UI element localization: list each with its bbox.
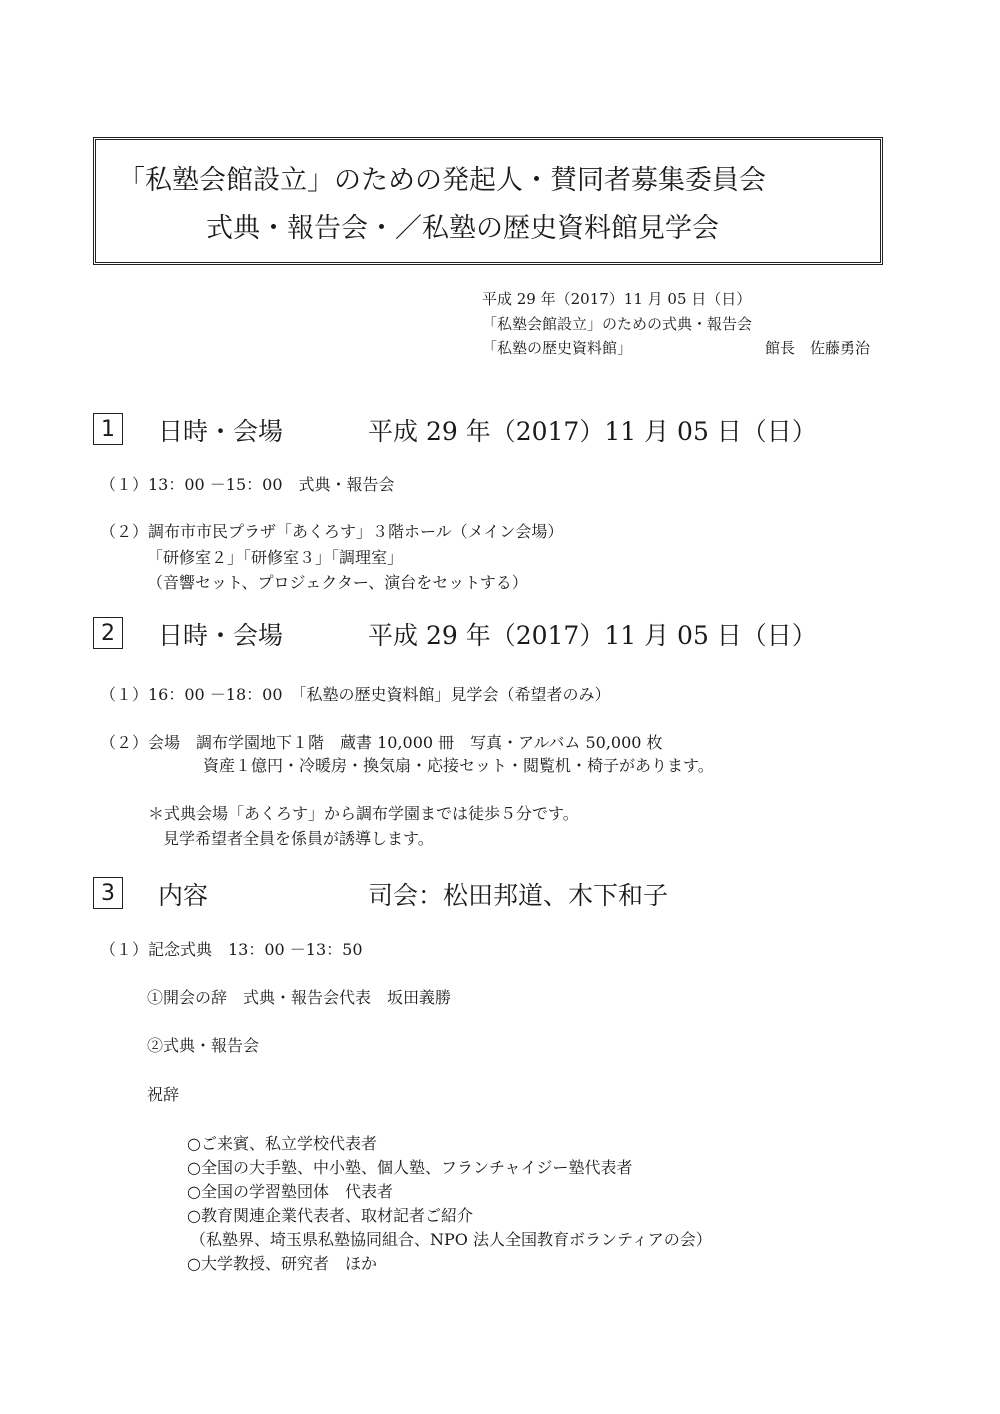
meta-director: 館長 佐藤勇治 <box>765 339 871 357</box>
section-line: ○大学教授、研究者 ほか <box>187 1254 377 1273</box>
title-line-2: 式典・報告会・／私塾の歴史資料館見学会 <box>206 213 719 244</box>
section-line: （１）記念式典 13：00 －13：50 <box>100 940 363 959</box>
section-line: ○教育関連企業代表者、取材記者ご紹介 <box>187 1206 473 1225</box>
section-title: 内容 <box>158 881 209 910</box>
section-line: （１）16：00 －18：00 「私塾の歴史資料館」見学会（希望者のみ） <box>100 685 611 704</box>
section-line: ①開会の辞 式典・報告会代表 坂田義勝 <box>147 988 452 1007</box>
section-line: ②式典・報告会 <box>147 1036 260 1055</box>
section-line: ○全国の大手塾、中小塾、個人塾、フランチャイジー塾代表者 <box>187 1158 633 1177</box>
title-line-1: 「私塾会館設立」のための発起人・賛同者募集委員会 <box>118 165 766 196</box>
section-date: 平成 29 年（2017）11 月 05 日（日） <box>368 417 817 446</box>
section-line: （２）調布市市民プラザ「あくろす」３階ホール（メイン会場） <box>100 522 564 541</box>
section-line: （音響セット、プロジェクター、演台をセットする） <box>147 573 528 592</box>
meta-event: 「私塾会館設立」のための式典・報告会 <box>482 315 753 333</box>
section-line: （２）会場 調布学園地下１階 蔵書 10,000 冊 写真・アルバム 50,000 枚 <box>100 733 663 752</box>
section-number: 3 <box>93 877 123 909</box>
meta-museum: 「私塾の歴史資料館」 <box>482 339 633 357</box>
section-number: 2 <box>93 617 123 649</box>
meta-date: 平成 29 年（2017）11 月 05 日（日） <box>482 290 752 308</box>
section-line: ○ご来賓、私立学校代表者 <box>187 1134 377 1153</box>
section-number: 1 <box>93 413 123 445</box>
section-line: 資産１億円・冷暖房・換気扇・応接セット・閲覧机・椅子があります。 <box>203 756 714 775</box>
section-line: （１）13：00 －15：00 式典・報告会 <box>100 475 395 494</box>
title-box <box>93 137 883 265</box>
section-date: 司会：松田邦道、木下和子 <box>368 881 669 910</box>
section-title: 日時・会場 <box>158 417 284 446</box>
section-line: ○全国の学習塾団体 代表者 <box>187 1182 393 1201</box>
section-title: 日時・会場 <box>158 621 284 650</box>
section-line: 見学希望者全員を係員が誘導します。 <box>163 829 434 848</box>
section-line: ＊式典会場「あくろす」から調布学園までは徒歩５分です。 <box>148 804 579 823</box>
section-date: 平成 29 年（2017）11 月 05 日（日） <box>368 621 817 650</box>
section-line: 「研修室２」「研修室３」「調理室」 <box>147 548 404 567</box>
section-line: 祝辞 <box>147 1085 180 1104</box>
section-line: （私塾界、埼玉県私塾協同組合、NPO 法人全国教育ボランティアの会） <box>190 1230 712 1249</box>
